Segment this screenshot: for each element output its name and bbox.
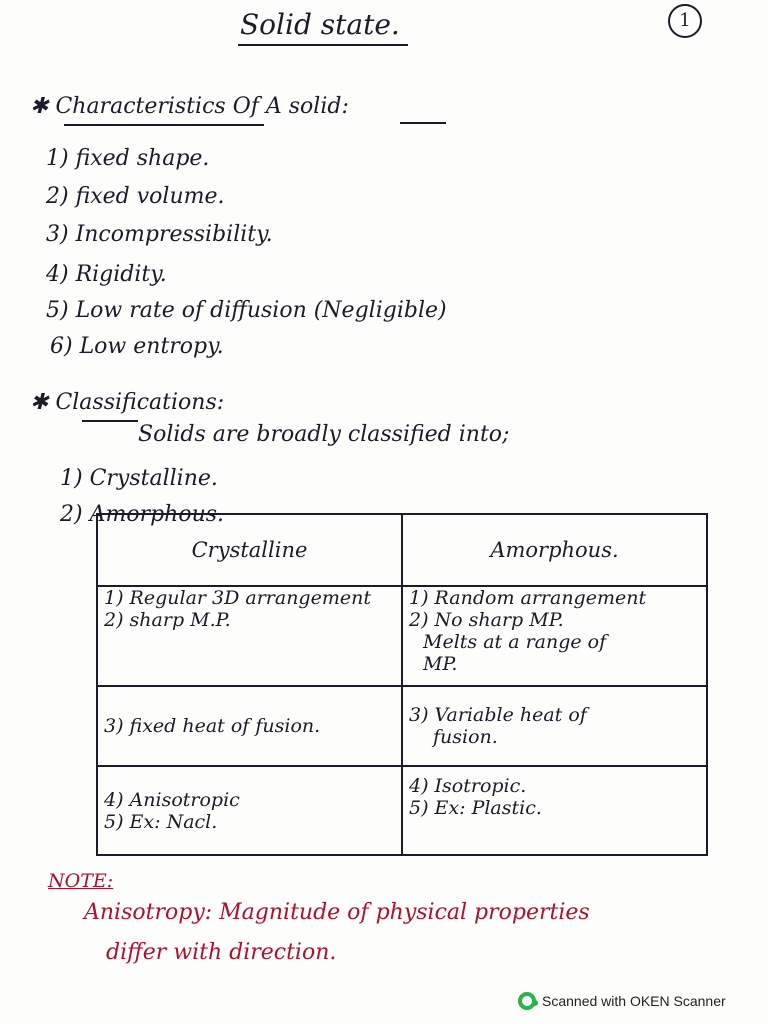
list-item: 2) fixed volume. [46, 184, 225, 209]
table-row [97, 766, 707, 855]
table-cell [97, 586, 402, 686]
table-cell [402, 586, 707, 686]
cell-text: 4) Isotropic. [409, 775, 527, 797]
page-title: Solid state. [240, 8, 400, 41]
heading-underline [82, 420, 138, 422]
cell-text: 5) Ex: Nacl. [104, 810, 218, 833]
cell-text: 5) Ex: Plastic. [409, 797, 542, 819]
table-cell [97, 686, 402, 766]
cell-text: 3) fixed heat of fusion. [104, 715, 321, 737]
characteristics-heading-text: Characteristics Of A solid: [55, 94, 349, 119]
table-header-amorphous: Amorphous. [402, 514, 707, 586]
list-item: 3) Incompressibility. [46, 222, 273, 247]
table-header-row [97, 514, 707, 586]
bullet-star-icon: ✱ [30, 390, 56, 415]
table-header-crystalline: Crystalline [97, 514, 402, 586]
note-line-1: Anisotropy: Magnitude of physical properties [84, 900, 590, 925]
cell-text: 3) Variable heat of [409, 704, 587, 726]
list-item: 2) Amorphous. [60, 502, 225, 527]
cell-text: 2) No sharp MP. [409, 609, 564, 631]
list-item: 1) fixed shape. [46, 146, 210, 171]
cell-text: 2) sharp M.P. [104, 609, 231, 631]
comparison-table [96, 513, 708, 856]
cell-text: Melts at a range of [423, 631, 607, 653]
table-row [97, 586, 707, 686]
heading-underline [64, 124, 264, 126]
list-item: 1) Crystalline. [60, 466, 218, 491]
classifications-heading [30, 390, 224, 415]
classifications-intro: Solids are broadly classified into; [138, 422, 510, 447]
table-cell [402, 766, 707, 855]
cell-text: fusion. [433, 726, 498, 748]
cell-text: 1) Random arrangement [409, 587, 647, 609]
table-cell [402, 686, 707, 766]
heading-underline [400, 122, 446, 124]
title-underline [238, 44, 408, 46]
table-row [97, 686, 707, 766]
note-label: NOTE: [48, 870, 114, 892]
list-item: 4) Rigidity. [46, 262, 167, 287]
cell-text: 4) Anisotropic [104, 788, 240, 811]
page-number: 1 [668, 4, 702, 38]
list-item: 6) Low entropy. [50, 334, 224, 359]
note-line-2: differ with direction. [106, 940, 337, 965]
list-item: 5) Low rate of diffusion (Negligible) [46, 298, 447, 323]
cell-text: 1) Regular 3D arrangement [104, 587, 371, 609]
scanner-logo-icon [518, 992, 536, 1010]
characteristics-heading [30, 94, 349, 119]
scanner-watermark [518, 990, 726, 1012]
cell-text: MP. [423, 653, 458, 675]
classifications-heading-text: Classifications: [55, 390, 225, 415]
bullet-star-icon: ✱ [30, 94, 56, 119]
table-cell [97, 766, 402, 855]
scanner-text: Scanned with OKEN Scanner [542, 993, 726, 1009]
